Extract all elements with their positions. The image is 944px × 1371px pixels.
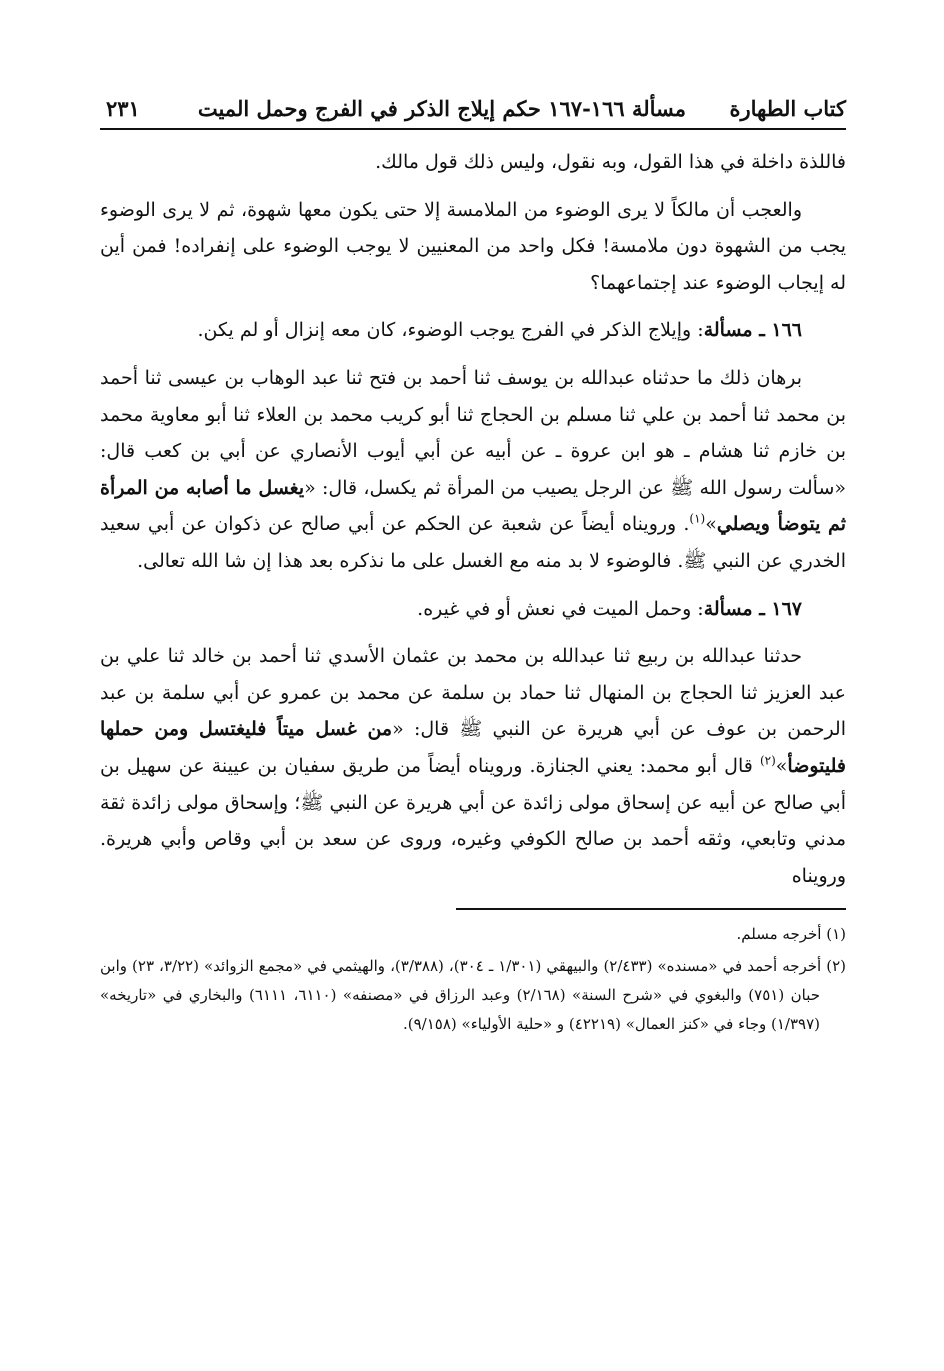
footnote-ref-2: (٢)	[759, 753, 776, 768]
page-number: ٢٣١	[106, 96, 140, 121]
paragraph-1: فاللذة داخلة في هذا القول، وبه نقول، وليس ذلك قول مالك.	[375, 151, 846, 173]
issue-167-label: ١٦٧ ـ مسألة	[703, 597, 802, 620]
footnotes	[100, 920, 846, 1039]
paragraph-4-part-a: حدثنا عبدالله بن ربيع ثنا عبدالله بن محمد بن عثمان الأسدي ثنا أحمد بن خالد ثنا علي بن عبد العزيز ثنا الحجاج بن المنهال ثنا حماد بن سلمة عن محمد بن عمرو عن أبي سلمة بن عبد الرحمن بن عوف عن أبي هريرة عن النبي ﷺ قال: «	[100, 645, 847, 741]
header-divider	[100, 128, 846, 130]
paragraph-4-part-b: »	[775, 754, 788, 777]
footnote-1: (١) أخرجه مسلم.	[736, 925, 846, 944]
footnote-divider	[456, 908, 846, 910]
paragraph-3-part-c: . ورويناه أيضاً عن شعبة عن الحكم عن أبي صالح عن ذكوان عن أبي سعيد الخدري عن النبي ﷺ. فالوضوء لا بد منه مع الغسل على ما نذكره بعد هذا إن شا الله تعالى.	[100, 513, 846, 572]
issue-167-text: : وحمل الميت في نعش أو في غيره.	[417, 597, 704, 620]
issue-title: مسألة ١٦٦-١٦٧ حكم إيلاج الذكر في الفرج وحمل الميت	[197, 96, 686, 121]
paragraph-4	[100, 638, 846, 894]
paragraph-3-part-a: برهان ذلك ما حدثناه عبدالله بن يوسف ثنا أحمد بن فتح ثنا عبد الوهاب بن عيسى ثنا أحمد بن محمد ثنا أحمد بن علي ثنا مسلم بن الحجاج ثنا أبو كريب محمد بن العلاء ثنا أبو معاوية محمد بن خازم ثنا هشام ـ هو ابن عروة ـ عن أبيه عن أبي أيوب الأنصاري عن أبي بن كعب قال: «سألت رسول الله ﷺ عن الرجل يصيب من المرأة ثم يكسل، قال: «	[100, 366, 846, 499]
issue-166	[100, 312, 846, 349]
footnote-2: (٢) أخرجه أحمد في «مسنده» (٢/٤٣٣) والبيهقي (١/٣٠١ ـ ٣٠٤)، (٣/٣٨٨)، والهيثمي في «مجمع الزوائد» (٣/٢٢، ٢٣) وابن حبان (٧٥١) والبغوي في «شرح السنة» (٢/١٦٨) وعبد الرزاق في «مصنفه» (٦١١٠، ٦١١١) والبخاري في «تاريخه» (١/٣٩٧) وجاء في «كنز العمال» (٤٢٢١٩) و «حلية الأولياء» (٩/١٥٨).	[100, 957, 847, 1034]
paragraph-3	[100, 360, 846, 580]
book-title: كتاب الطهارة	[729, 96, 846, 121]
book-page	[100, 92, 846, 1042]
issue-166-label: ١٦٦ ـ مسألة	[703, 319, 802, 342]
footnote-ref-1: (١)	[689, 512, 706, 527]
issue-167	[100, 591, 846, 628]
paragraph-3-part-b: »	[705, 513, 717, 536]
main-text	[100, 144, 846, 894]
hadith-text-1: يغسل ما أصابه من المرأة ثم يتوضأ ويصلي	[100, 476, 846, 536]
paragraph-2: والعجب أن مالكاً لا يرى الوضوء من الملامسة إلا حتى يكون معها شهوة، ثم لا يرى الوضوء يجب من الشهوة دون ملامسة! فكل واحد من المعنيين لا يوجب الوضوء على إنفراده! فمن أين له إيجاب الوضوء عند إجتماعهما؟	[100, 198, 846, 294]
issue-166-text: : وإيلاج الذكر في الفرج يوجب الوضوء، كان معه إنزال أو لم يكن.	[197, 319, 704, 342]
running-header	[100, 92, 846, 126]
paragraph-4-part-c: قال أبو محمد: يعني الجنازة. ورويناه أيضاً من طريق سفيان بن عيينة عن سهيل بن أبي صالح عن أبيه عن إسحاق مولى زائدة عن أبي هريرة عن النبي ﷺ؛ وإسحاق مولى زائدة ثقة مدني وتابعي، وثقه أحمد بن صالح الكوفي وغيره، وروى عن سعد بن أبي وقاص وأبي هريرة. ورويناه	[100, 754, 847, 887]
hadith-text-2: من غسل ميتاً فليغتسل ومن حملها فليتوضأ	[100, 718, 846, 777]
